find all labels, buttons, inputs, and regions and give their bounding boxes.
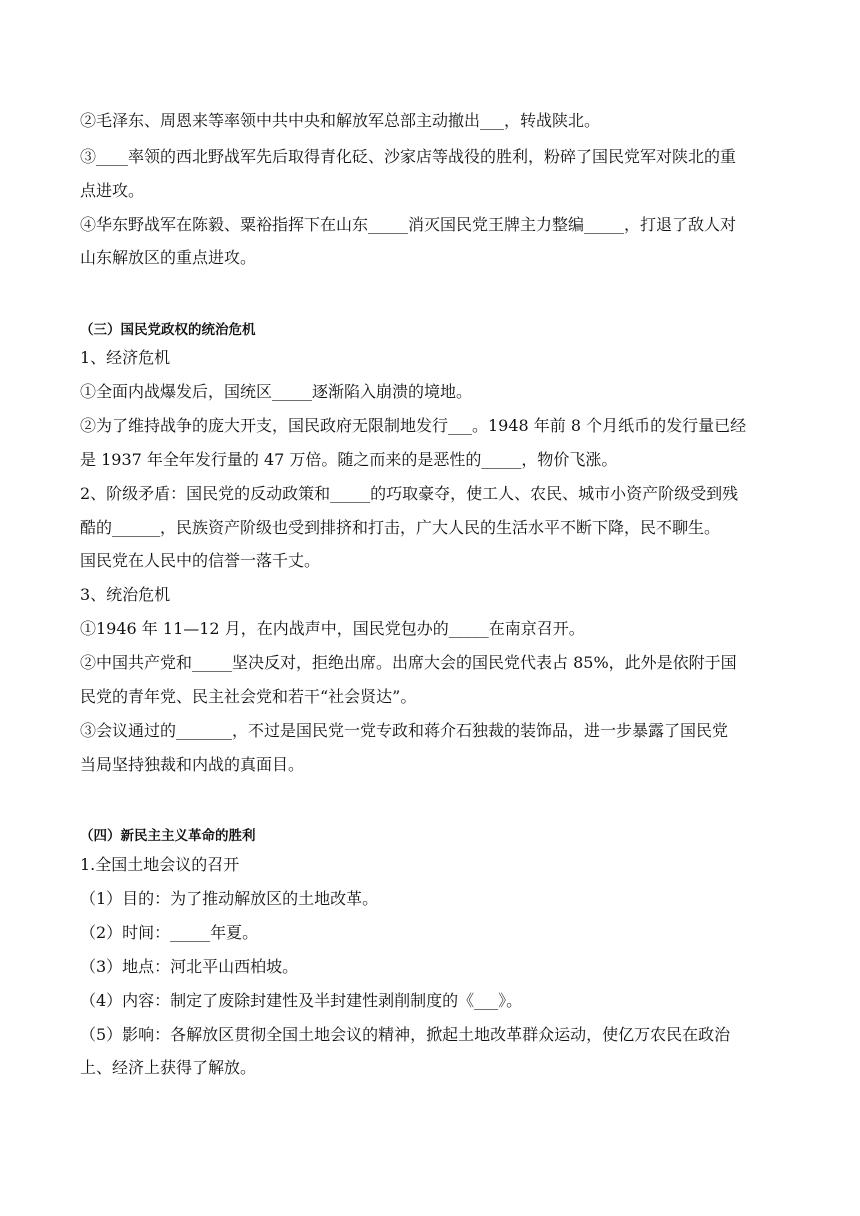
text-line: 上、经济上获得了解放。 — [80, 1058, 257, 1077]
subsection-title: 1、经济危机 — [80, 348, 171, 367]
text-line: ④华东野战军在陈毅、粟裕指挥下在山东_____消灭国民党王牌主力整编_____，打退了敌人对 — [80, 215, 737, 234]
text-line: 民党的青年党、民主社会党和若干“社会贤达”。 — [80, 687, 417, 706]
text-line: 山东解放区的重点进攻。 — [80, 248, 257, 267]
text-line: （2）时间：_____年夏。 — [80, 923, 259, 942]
text-line: ③会议通过的_______，不过是国民党一党专政和蒋介石独裁的装饰品，进一步暴露了国民党 — [80, 721, 729, 740]
text-line: ①1946 年 11—12 月，在内战声中，国民党包办的_____在南京召开。 — [80, 619, 585, 638]
text-line: （1）目的：为了推动解放区的土地改革。 — [80, 889, 379, 908]
text-line: 2、阶级矛盾：国民党的反动政策和_____的巧取豪夺，使工人、农民、城市小资产阶级受到残 — [80, 484, 739, 503]
section-heading: （三）国民党政权的统治危机 — [80, 322, 256, 338]
text-line: （4）内容：制定了废除封建性及半封建性剥削制度的《___》。 — [80, 991, 523, 1010]
text-line: ①全面内战爆发后，国统区_____逐渐陷入崩溃的境地。 — [80, 382, 473, 401]
text-line: 是 1937 年全年发行量的 47 万倍。随之而来的是恶性的_____，物价飞涨。 — [80, 450, 618, 469]
text-line: 点进攻。 — [80, 181, 145, 200]
section-heading: （四）新民主主义革命的胜利 — [80, 828, 256, 844]
text-line: （3）地点：河北平山西柏坡。 — [80, 957, 299, 976]
text-line: 酷的______，民族资产阶级也受到排挤和打击，广大人民的生活水平不断下降，民不聊生。 — [80, 518, 721, 537]
subsection-title: 1.全国土地会议的召开 — [80, 855, 240, 874]
subsection-title: 3、统治危机 — [80, 585, 171, 604]
text-line: ②毛泽东、周恩来等率领中共中央和解放军总部主动撤出___，转战陕北。 — [80, 111, 601, 130]
text-line: ②中国共产党和_____坚决反对，拒绝出席。出席大会的国民党代表占 85%，此外是依附于国 — [80, 653, 737, 672]
text-line: 当局坚持独裁和内战的真面目。 — [80, 755, 305, 774]
text-line: ②为了维持战争的庞大开支，国民政府无限制地发行___。1948 年前 8 个月纸币的发行量已经 — [80, 416, 747, 435]
text-line: （5）影响：各解放区贯彻全国土地会议的精神，掀起土地改革群众运动，使亿万农民在政治 — [80, 1025, 731, 1044]
text-line: 国民党在人民中的信誉一落千丈。 — [80, 551, 321, 570]
text-line: ③____率领的西北野战军先后取得青化砭、沙家店等战役的胜利，粉碎了国民党军对陕北的重 — [80, 147, 737, 166]
